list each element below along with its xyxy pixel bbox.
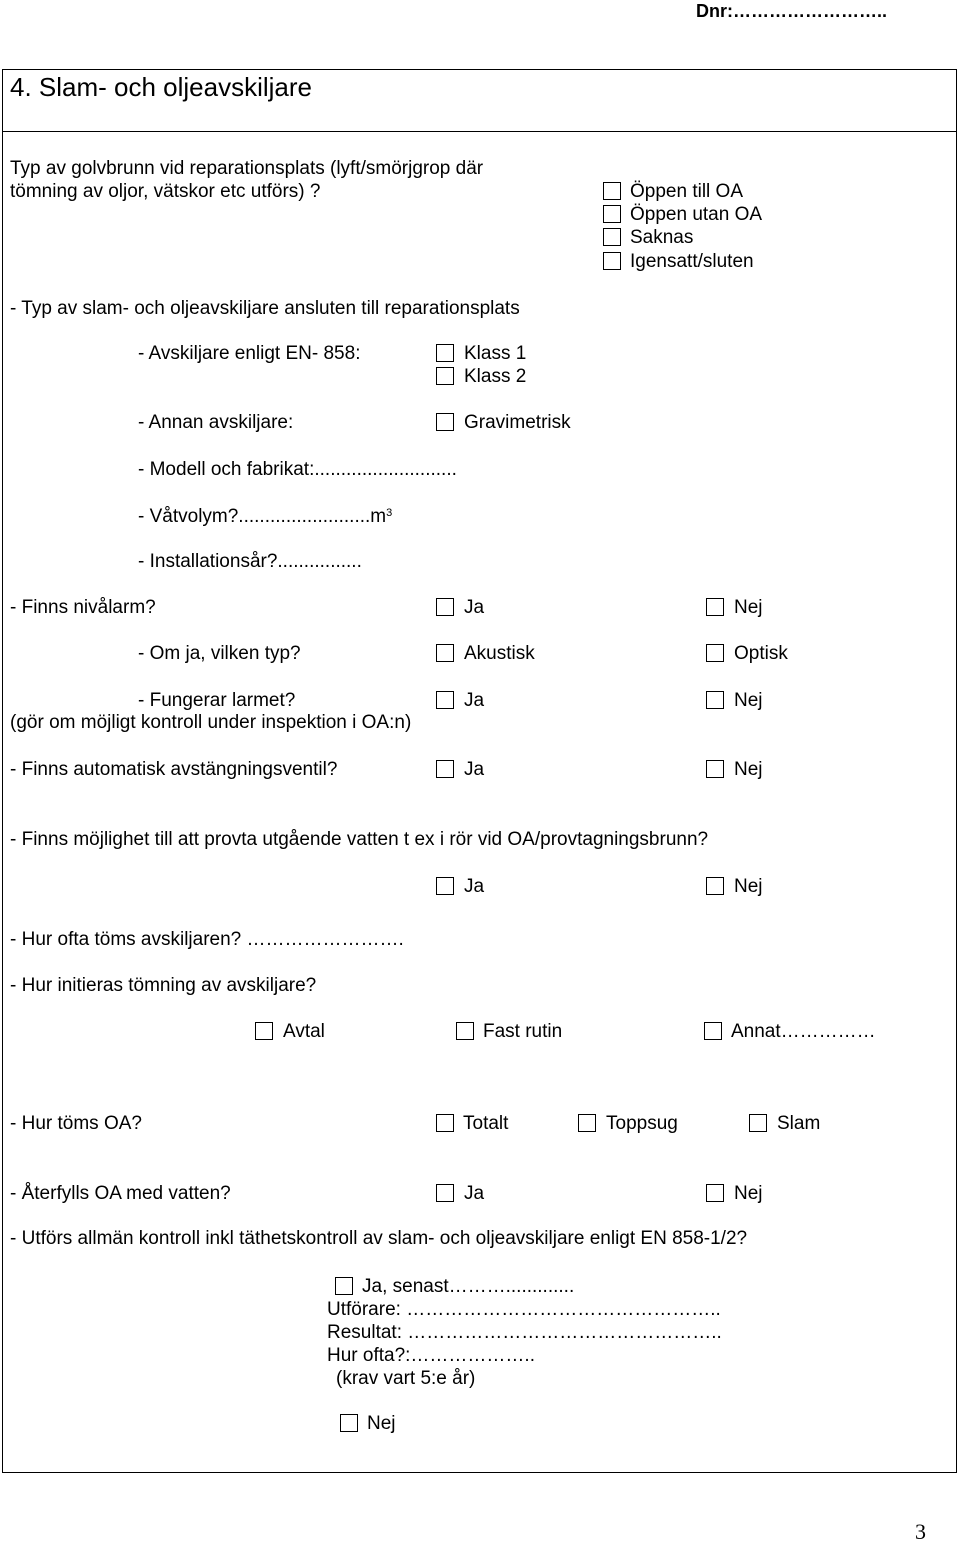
option-aterfylls-nej: Nej xyxy=(734,1183,763,1204)
checkbox-ventil-nej[interactable] xyxy=(706,760,724,778)
option-provta-nej: Nej xyxy=(734,876,763,897)
option-oppen-utan-oa: Öppen utan OA xyxy=(630,204,763,225)
page-number: 3 xyxy=(915,1519,926,1544)
checkbox-avtal[interactable] xyxy=(255,1022,273,1040)
annan-avskiljare-label: - Annan avskiljare: xyxy=(138,412,294,433)
nivalarm-question: - Finns nivålarm? xyxy=(10,597,156,618)
section-title: 4. Slam- och oljeavskiljare xyxy=(10,72,313,102)
checkbox-klass-1[interactable] xyxy=(436,344,454,362)
vatvolym-label: - Våtvolym?.........................m xyxy=(138,506,387,527)
option-slam: Slam xyxy=(777,1113,821,1134)
hur-ofta-field[interactable]: Hur ofta?:……………….. xyxy=(327,1345,535,1366)
checkbox-annat[interactable] xyxy=(704,1022,722,1040)
initieras-question: - Hur initieras tömning av avskiljare? xyxy=(10,975,317,996)
vatvolym-field[interactable] xyxy=(138,506,392,528)
checkbox-provta-ja[interactable] xyxy=(436,877,454,895)
option-toppsug: Toppsug xyxy=(606,1113,678,1134)
option-ventil-nej: Nej xyxy=(734,759,763,780)
option-provta-ja: Ja xyxy=(464,876,485,897)
option-klass-1: Klass 1 xyxy=(464,343,527,364)
checkbox-igensatt[interactable] xyxy=(603,252,621,270)
golvbrunn-question-line1: Typ av golvbrunn vid reparationsplats (lyft/smörjgrop där xyxy=(10,158,484,179)
checkbox-gravimetrisk[interactable] xyxy=(436,413,454,431)
checkbox-nivalarm-nej[interactable] xyxy=(706,598,724,616)
option-saknas: Saknas xyxy=(630,227,694,248)
option-annat: Annat…………… xyxy=(731,1021,876,1042)
checkbox-kontroll-nej[interactable] xyxy=(340,1414,358,1432)
checkbox-kontroll-ja[interactable] xyxy=(335,1277,353,1295)
modell-field[interactable]: - Modell och fabrikat:........................... xyxy=(138,459,457,480)
option-gravimetrisk: Gravimetrisk xyxy=(464,412,571,433)
option-akustisk: Akustisk xyxy=(464,643,535,664)
checkbox-fast-rutin[interactable] xyxy=(456,1022,474,1040)
golvbrunn-question-line2: tömning av oljor, vätskor etc utförs) ? xyxy=(10,181,321,202)
avskiljare-type-question: - Typ av slam- och oljeavskiljare ansluten till reparationsplats xyxy=(10,298,520,319)
hur-ofta-toms-field[interactable]: - Hur ofta töms avskiljaren? ……………………. xyxy=(10,929,404,950)
larmtyp-question: - Om ja, vilken typ? xyxy=(138,643,301,664)
option-fast-rutin: Fast rutin xyxy=(483,1021,563,1042)
checkbox-aterfylls-ja[interactable] xyxy=(436,1184,454,1202)
title-divider xyxy=(2,131,957,132)
option-ventil-ja: Ja xyxy=(464,759,485,780)
checkbox-toppsug[interactable] xyxy=(578,1114,596,1132)
krav-note: (krav vart 5:e år) xyxy=(336,1368,476,1389)
option-nivalarm-ja: Ja xyxy=(464,597,485,618)
checkbox-aterfylls-nej[interactable] xyxy=(706,1184,724,1202)
option-fungerar-ja: Ja xyxy=(464,690,485,711)
utforare-field[interactable]: Utförare: ………………………………………….. xyxy=(327,1299,721,1320)
aterfylls-question: - Återfylls OA med vatten? xyxy=(10,1183,231,1204)
checkbox-klass-2[interactable] xyxy=(436,367,454,385)
option-aterfylls-ja: Ja xyxy=(464,1183,485,1204)
checkbox-ventil-ja[interactable] xyxy=(436,760,454,778)
checkbox-optisk[interactable] xyxy=(706,644,724,662)
checkbox-akustisk[interactable] xyxy=(436,644,454,662)
checkbox-nivalarm-ja[interactable] xyxy=(436,598,454,616)
checkbox-oppen-utan-oa[interactable] xyxy=(603,205,621,223)
option-igensatt: Igensatt/sluten xyxy=(630,251,754,272)
ventil-question: - Finns automatisk avstängningsventil? xyxy=(10,759,338,780)
fungerar-larmet-question: - Fungerar larmet? xyxy=(138,690,296,711)
vatvolym-unit-exponent: 3 xyxy=(386,507,393,519)
provta-question: - Finns möjlighet till att provta utgående vatten t ex i rör vid OA/provtagningsbrunn? xyxy=(10,829,709,850)
checkbox-fungerar-ja[interactable] xyxy=(436,691,454,709)
option-klass-2: Klass 2 xyxy=(464,366,527,387)
option-nivalarm-nej: Nej xyxy=(734,597,763,618)
option-kontroll-ja-senast: Ja, senast………............. xyxy=(362,1276,575,1297)
installationsar-field[interactable]: - Installationsår?................ xyxy=(138,551,362,572)
option-kontroll-nej: Nej xyxy=(367,1413,396,1434)
dnr-field[interactable]: Dnr:…………………….. xyxy=(696,1,887,21)
option-totalt: Totalt xyxy=(463,1113,509,1134)
option-oppen-till-oa: Öppen till OA xyxy=(630,181,743,202)
checkbox-totalt[interactable] xyxy=(436,1114,454,1132)
fungerar-note: (gör om möjligt kontroll under inspektion i OA:n) xyxy=(10,712,412,733)
en858-label: - Avskiljare enligt EN- 858: xyxy=(138,343,361,364)
resultat-field[interactable]: Resultat: ………………………………………….. xyxy=(327,1322,722,1343)
hur-toms-oa-question: - Hur töms OA? xyxy=(10,1113,142,1134)
option-fungerar-nej: Nej xyxy=(734,690,763,711)
checkbox-saknas[interactable] xyxy=(603,228,621,246)
checkbox-slam[interactable] xyxy=(749,1114,767,1132)
checkbox-fungerar-nej[interactable] xyxy=(706,691,724,709)
kontroll-question: - Utförs allmän kontroll inkl täthetskontroll av slam- och oljeavskiljare enligt EN 858-1/2? xyxy=(10,1228,748,1249)
checkbox-oppen-till-oa[interactable] xyxy=(603,182,621,200)
option-avtal: Avtal xyxy=(283,1021,325,1042)
option-optisk: Optisk xyxy=(734,643,788,664)
checkbox-provta-nej[interactable] xyxy=(706,877,724,895)
